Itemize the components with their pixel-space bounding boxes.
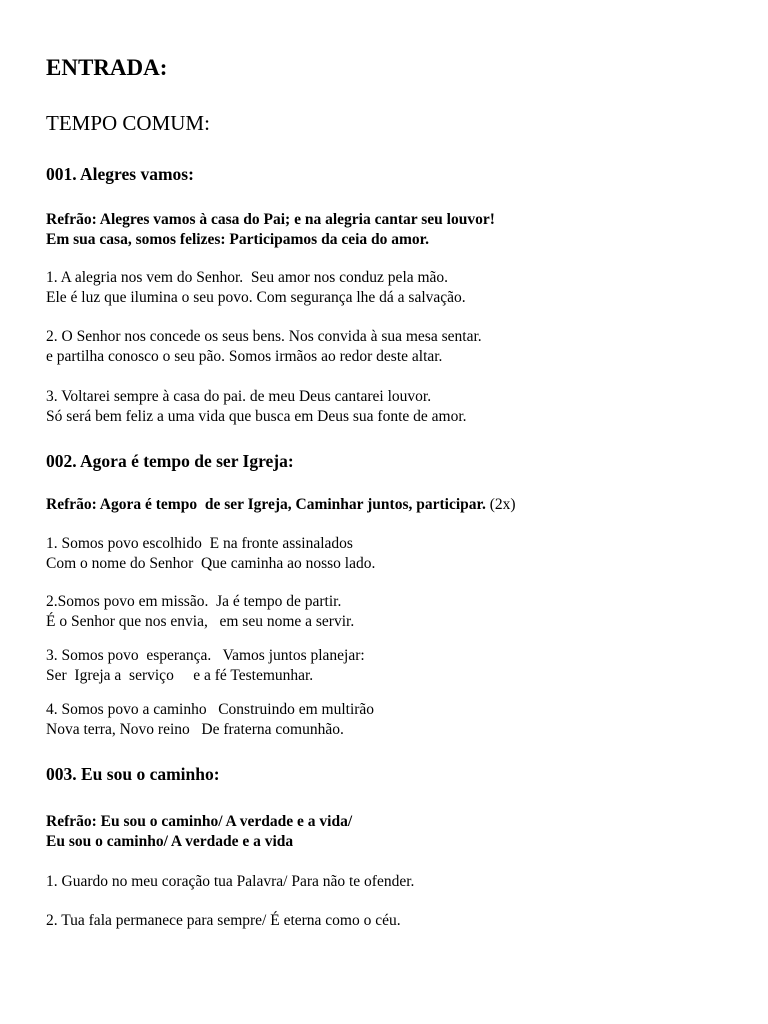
verse-line: 1. Guardo no meu coração tua Palavra/ Para não te ofender. [46, 873, 415, 890]
refrain-repeat-marker: (2x) [485, 496, 516, 513]
verse-line: Nova terra, Novo reino De fraterna comunhão. [46, 721, 344, 738]
verse-line: 1. Somos povo escolhido E na fronte assinalados [46, 535, 353, 552]
verse-line: 4. Somos povo a caminho Construindo em multirão [46, 701, 375, 718]
verse-line: e partilha conosco o seu pão. Somos irmãos ao redor deste altar. [46, 348, 443, 365]
refrain-line [46, 497, 516, 513]
verse-line: Ele é luz que ilumina o seu povo. Com segurança lhe dá a salvação. [46, 289, 466, 306]
heading-entrada: ENTRADA: [46, 55, 168, 80]
verse-line: Só será bem feliz a uma vida que busca em Deus sua fonte de amor. [46, 408, 467, 425]
verse-line: É o Senhor que nos envia, em seu nome a servir. [46, 613, 355, 630]
verse-line: 2. Tua fala permanece para sempre/ É eterna como o céu. [46, 912, 401, 929]
verse-line: 2. O Senhor nos concede os seus bens. Nos convida à sua mesa sentar. [46, 328, 482, 345]
verse-line: Ser Igreja a serviço e a fé Testemunhar. [46, 667, 314, 684]
refrain-text: Refrão: Agora é tempo de ser Igreja, Caminhar juntos, participar. [46, 496, 486, 513]
refrain-line: Eu sou o caminho/ A verdade e a vida [46, 833, 294, 850]
song-title: 002. Agora é tempo de ser Igreja: [46, 451, 294, 471]
song-title: 001. Alegres vamos: [46, 164, 194, 184]
song-title: 003. Eu sou o caminho: [46, 764, 220, 784]
verse-line: 1. A alegria nos vem do Senhor. Seu amor nos conduz pela mão. [46, 269, 449, 286]
verse-line: 2.Somos povo em missão. Ja é tempo de partir. [46, 593, 342, 610]
refrain-line: Em sua casa, somos felizes: Participamos da ceia do amor. [46, 231, 430, 248]
verse-line: 3. Voltarei sempre à casa do pai. de meu Deus cantarei louvor. [46, 388, 432, 405]
heading-tempo-comum: TEMPO COMUM: [46, 111, 210, 135]
refrain-line: Refrão: Alegres vamos à casa do Pai; e na alegria cantar seu louvor! [46, 211, 495, 228]
refrain-line: Refrão: Eu sou o caminho/ A verdade e a vida/ [46, 813, 353, 830]
verse-line: 3. Somos povo esperança. Vamos juntos planejar: [46, 647, 365, 664]
verse-line: Com o nome do Senhor Que caminha ao nosso lado. [46, 555, 376, 572]
